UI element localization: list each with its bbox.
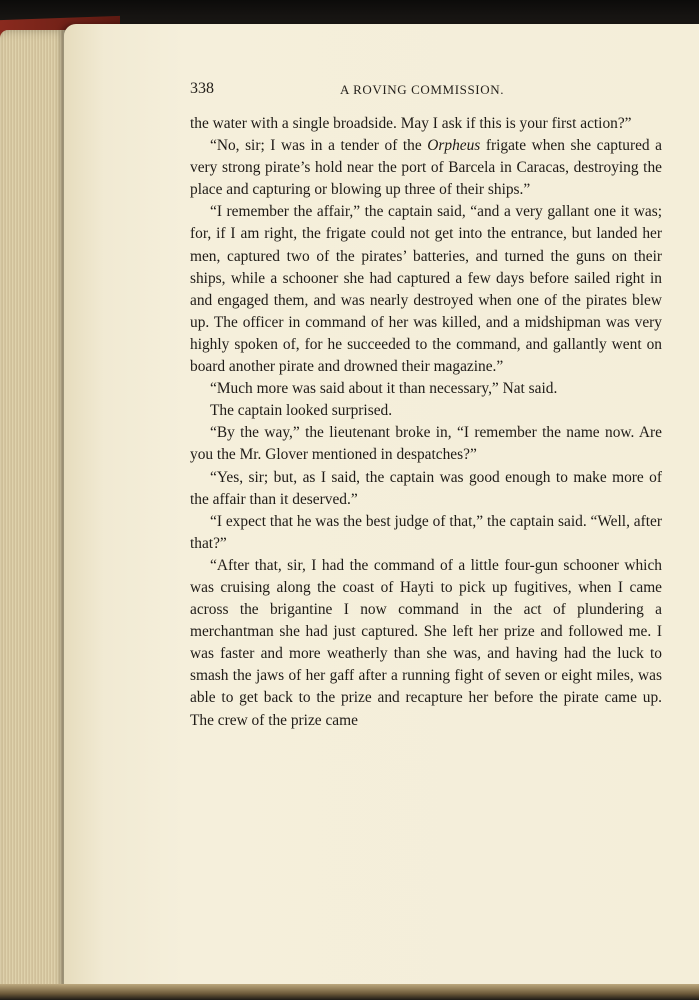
paragraph-text: “Yes, sir; but, as I said, the captain was good enough to make more of the affair than it deserved.” bbox=[190, 468, 662, 508]
running-title: A ROVING COMMISSION. bbox=[340, 82, 505, 97]
paragraph bbox=[190, 113, 662, 135]
paragraph-text: The captain looked surprised. bbox=[210, 402, 393, 420]
page-body bbox=[190, 113, 662, 732]
paragraph-text: the water with a single broadside. May I ask if this is your first action?” bbox=[190, 115, 632, 132]
paragraph-text: “No, sir; I was in a tender of the bbox=[210, 137, 428, 155]
paragraph-text: “I remember the affair,” the captain said, “and a very gallant one it was; for, if I am right, the frigate could not get into the entrance, but landed her men, captured two of the pirates’ batteries, and turned the guns on their ships, while a schooner she had captured a few days before sailed right in and engaged them, and was nearly destroyed when one of the pirates blew up. The officer in command of her was killed, and a midshipman was very highly spoken of, for he succeeded to the command, and gallantly went on board another pirate and drowned their magazine.” bbox=[190, 203, 662, 376]
page-header bbox=[190, 80, 662, 100]
paragraph bbox=[190, 467, 662, 511]
paragraph-text: “I expect that he was the best judge of that,” the captain said. “Well, after that?” bbox=[190, 512, 662, 552]
paragraph bbox=[190, 511, 662, 555]
paragraph-text: “By the way,” the lieutenant broke in, “I remember the name now. Are you the Mr. Glover mentioned in despatches?” bbox=[190, 424, 662, 464]
paragraph bbox=[190, 555, 662, 732]
page-number: 338 bbox=[190, 80, 214, 97]
paragraph bbox=[190, 378, 662, 400]
paragraph-text: “After that, sir, I had the command of a little four-gun schooner which was cruising along the coast of Hayti to pick up fugitives, when I came across the brigantine I now command in the act of plundering a merchantman she had just captured. She left her prize and followed me. I was faster and more weatherly than she was, and having had the luck to smash the jaws of her gaff after a running fight of seven or eight miles, was able to get back to the prize and recapture her before the pirate came up. The crew of the prize came bbox=[190, 556, 662, 729]
book-bottom-edge bbox=[0, 984, 699, 1000]
paragraph-text: “Much more was said about it than necessary,” Nat said. bbox=[210, 380, 558, 398]
ship-name: Orpheus bbox=[427, 137, 481, 155]
paragraph bbox=[190, 422, 662, 466]
paragraph bbox=[190, 135, 662, 201]
paragraph bbox=[190, 400, 662, 422]
paragraph bbox=[190, 201, 662, 378]
paragraph-text: frigate when she captured a very strong pirate’s hold near the port of Barcela in Caracas, destroying the place and capturing or blowing up three of their ships.” bbox=[190, 137, 662, 199]
